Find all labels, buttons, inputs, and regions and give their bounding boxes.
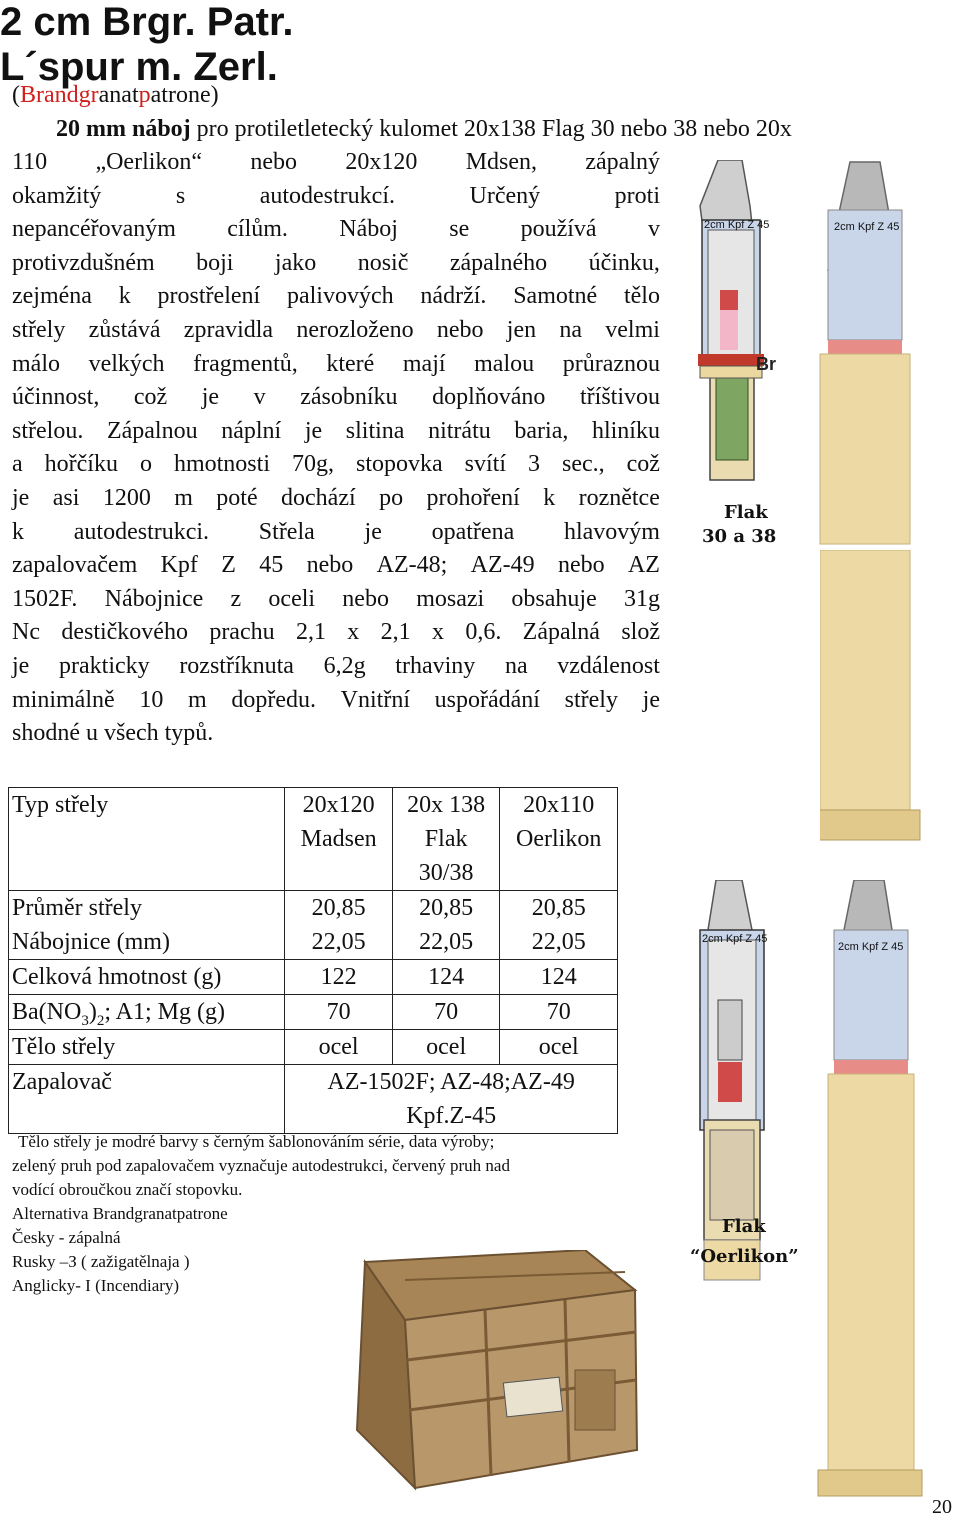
paragraph-word: nitrátu bbox=[428, 417, 491, 444]
bottom-stencil-right: 2cm Kpf Z 45 bbox=[838, 941, 904, 953]
note-line-4: Alternativa Brandgranatpatrone bbox=[12, 1204, 228, 1223]
paragraph-word: prohoření bbox=[426, 484, 520, 511]
paragraph-word: asi bbox=[52, 484, 80, 511]
paragraph-word: trhaviny bbox=[395, 652, 476, 679]
paragraph-word: cílům. bbox=[227, 216, 288, 243]
diameter-c2 bbox=[392, 891, 500, 960]
paragraph-word: 31g bbox=[623, 585, 660, 612]
header-c3-line2: Oerlikon bbox=[516, 826, 602, 852]
filler-c2: 70 bbox=[392, 995, 500, 1030]
paragraph-word: 3 bbox=[528, 451, 540, 478]
paragraph-word: 110 bbox=[12, 149, 48, 175]
note-line-1: Tělo střely je modré barvy s černým šablonováním série, data výroby; bbox=[18, 1132, 495, 1151]
mass-c2: 124 bbox=[392, 960, 500, 995]
diameter-label-2: Nábojnice (mm) bbox=[12, 929, 170, 955]
intro-bold: 20 mm náboj bbox=[56, 116, 191, 142]
paragraph-word: prostřelení bbox=[157, 283, 261, 310]
subtitle-part2-red: gr bbox=[78, 82, 99, 108]
top-section-projectile bbox=[698, 160, 776, 480]
paragraph-word: a bbox=[12, 451, 23, 478]
header-c1-line2: Madsen bbox=[300, 826, 377, 852]
intro-line bbox=[56, 112, 792, 146]
diameter-c1 bbox=[285, 891, 393, 960]
paragraph-word: 0,6. bbox=[465, 619, 502, 646]
spec-table bbox=[8, 787, 618, 1134]
fuze-value-2: Kpf.Z-45 bbox=[406, 1103, 497, 1129]
paragraph-word: střelou. bbox=[12, 417, 84, 444]
paragraph-word: slitina bbox=[345, 417, 405, 444]
top-stencil-left: 2cm Kpf Z 45 bbox=[704, 219, 770, 231]
paragraph-word: je bbox=[12, 484, 30, 511]
header-c2-line3: 30/38 bbox=[418, 860, 474, 886]
paragraph-word: doplňováno bbox=[432, 384, 546, 411]
table-row-fuze bbox=[9, 1065, 618, 1134]
paragraph-word: obsahuje bbox=[511, 585, 597, 612]
paragraph-word: Náboj bbox=[339, 216, 398, 243]
paragraph-line-words bbox=[12, 516, 660, 550]
top-caption-2: 30 a 38 bbox=[702, 526, 777, 547]
paragraph-word: malou bbox=[474, 350, 535, 377]
paragraph-line bbox=[12, 381, 660, 415]
paragraph-word: jako bbox=[274, 249, 317, 276]
subtitle-red-part1: Brand bbox=[20, 82, 79, 108]
paragraph-word: poté bbox=[216, 484, 258, 511]
note-line-7: Anglicky- I (Incendiary) bbox=[12, 1276, 180, 1295]
paragraph-word: fragmentů, bbox=[193, 350, 298, 377]
paragraph-word: Z bbox=[221, 552, 236, 579]
diameter-c1-shell: 20,85 bbox=[311, 895, 366, 921]
paragraph-word: x bbox=[347, 619, 360, 646]
filler-sub1: 3 bbox=[81, 1012, 89, 1029]
paragraph-word: se bbox=[449, 216, 470, 243]
paragraph-word: m bbox=[188, 686, 207, 713]
title-right: L´spur m. Zerl. bbox=[0, 45, 278, 89]
header-col-flak bbox=[392, 788, 500, 891]
paragraph-word: jen bbox=[506, 316, 537, 343]
filler-sub2: 2 bbox=[96, 1012, 105, 1029]
paragraph-line-words bbox=[12, 247, 660, 281]
paragraph-line bbox=[12, 415, 660, 449]
paragraph-word: tělo bbox=[623, 283, 660, 310]
diameter-c3-shell: 20,85 bbox=[531, 895, 586, 921]
paragraph-line-words bbox=[12, 213, 660, 247]
paragraph-word: zásobníku bbox=[300, 384, 398, 411]
filler-label-a: Ba(NO bbox=[12, 999, 82, 1025]
paragraph-word: Samotné bbox=[513, 283, 598, 310]
paragraph-word: hmotnosti bbox=[173, 451, 270, 478]
paragraph-word: minimálně bbox=[12, 686, 115, 713]
paragraph-line-words bbox=[12, 448, 660, 482]
paragraph-word: nádrží. bbox=[420, 283, 487, 310]
paragraph-word: palivových bbox=[286, 283, 394, 310]
paragraph-word: nerozloženo bbox=[296, 316, 414, 343]
paragraph-word: na bbox=[559, 316, 583, 343]
paragraph-word: AZ bbox=[627, 552, 660, 579]
paragraph-line: shodné u všech typů. bbox=[12, 720, 214, 747]
paragraph-word: nebo bbox=[342, 585, 389, 612]
paragraph-word: autodestrukci. bbox=[73, 518, 210, 545]
bottom-exterior-cartridge bbox=[818, 880, 922, 1496]
paragraph-word: 70g, bbox=[291, 451, 334, 478]
filler-c3: 70 bbox=[500, 995, 618, 1030]
fuze-value bbox=[285, 1065, 618, 1134]
note-line-2: zelený pruh pod zapalovačem vyznačuje autodestrukci, červený pruh nad bbox=[12, 1156, 510, 1175]
paragraph-word: Vnitřní bbox=[340, 686, 410, 713]
paragraph-word: Střela bbox=[258, 518, 315, 545]
paragraph-word: střely bbox=[12, 316, 66, 343]
paragraph-line-words bbox=[12, 314, 660, 348]
table-row-body bbox=[9, 1030, 618, 1065]
intro-rest: pro protiletletecký kulomet 20x138 Flag 30 nebo 38 nebo 20x bbox=[190, 116, 792, 142]
paragraph-word: uspořádání bbox=[434, 686, 540, 713]
paragraph-word: svítí bbox=[464, 451, 506, 478]
note-line-5: Česky - zápalná bbox=[12, 1228, 121, 1247]
paragraph-word: velmi bbox=[605, 316, 660, 343]
paragraph-word: proti bbox=[614, 182, 660, 209]
paragraph-word: s bbox=[175, 182, 186, 209]
body-c2: ocel bbox=[392, 1030, 500, 1065]
paragraph-word: 2,1 bbox=[295, 619, 326, 646]
paragraph-line bbox=[12, 583, 660, 617]
paragraph-word: z bbox=[230, 585, 242, 612]
paragraph-word: oceli bbox=[268, 585, 316, 612]
paragraph-word: roznětce bbox=[578, 484, 660, 511]
paragraph-word: AZ-49 bbox=[470, 552, 535, 579]
paragraph-word: hořčíku bbox=[44, 451, 118, 478]
paragraph-word: je bbox=[642, 686, 660, 713]
body-c1: ocel bbox=[285, 1030, 393, 1065]
top-stencil-right: 2cm Kpf Z 45 bbox=[834, 221, 900, 233]
top-casing-lower bbox=[820, 550, 940, 850]
note-line-3: vodící obroučkou značí stopovku. bbox=[12, 1180, 243, 1199]
paragraph-word: což bbox=[133, 384, 168, 411]
mass-label: Celková hmotnost (g) bbox=[9, 960, 285, 995]
paragraph-word: Zápalná bbox=[522, 619, 600, 646]
paragraph-word: Nc bbox=[12, 619, 40, 646]
paragraph-word: 45 bbox=[259, 552, 284, 579]
paragraph-word: náplní bbox=[221, 417, 282, 444]
paragraph-word: 1200 bbox=[102, 484, 151, 511]
paragraph-line bbox=[12, 280, 660, 314]
paragraph-word: protivzdušném bbox=[12, 249, 155, 276]
subtitle-paren-close: ) bbox=[210, 82, 219, 108]
paragraph-word: je bbox=[201, 384, 220, 411]
paragraph-line bbox=[12, 180, 660, 214]
paragraph-line bbox=[12, 482, 660, 516]
paragraph-line-words bbox=[12, 549, 660, 583]
paragraph-line bbox=[12, 549, 660, 583]
ammo-crate-photo bbox=[345, 1250, 645, 1495]
subtitle-part4-red: p bbox=[138, 82, 151, 108]
paragraph-word: tříštivou bbox=[579, 384, 660, 411]
paragraph-word: AZ-48; bbox=[376, 552, 448, 579]
paragraph-word: zůstává bbox=[88, 316, 161, 343]
paragraph-word: k bbox=[118, 283, 131, 310]
body-label: Tělo střely bbox=[9, 1030, 285, 1065]
paragraph-word: na bbox=[504, 652, 528, 679]
paragraph-word: zpravidla bbox=[183, 316, 274, 343]
paragraph-word: prachu bbox=[209, 619, 275, 646]
paragraph-word: baria, bbox=[514, 417, 569, 444]
top-exterior-cartridge bbox=[820, 162, 910, 544]
paragraph-word: „Oerlikon“ bbox=[95, 149, 203, 175]
paragraph-line bbox=[12, 247, 660, 281]
paragraph-word: Kpf bbox=[160, 552, 198, 579]
top-section-mark: Br bbox=[756, 354, 777, 374]
paragraph-word: k bbox=[12, 518, 24, 545]
subtitle-part3: anat bbox=[98, 82, 139, 108]
paragraph-line-words bbox=[12, 180, 660, 214]
header-c1-line1: 20x120 bbox=[302, 792, 375, 818]
paragraph-word: je bbox=[304, 417, 323, 444]
paragraph-word: dopředu. bbox=[231, 686, 316, 713]
subtitle bbox=[12, 78, 219, 112]
paragraph-line-words bbox=[12, 482, 660, 516]
paragraph-line bbox=[12, 516, 660, 550]
paragraph-word: dochází bbox=[281, 484, 356, 511]
paragraph-word: zejména bbox=[12, 283, 92, 310]
paragraph-line bbox=[12, 146, 660, 180]
paragraph-line bbox=[12, 616, 660, 650]
title-left: 2 cm Brgr. Patr. bbox=[0, 0, 294, 44]
paragraph-word: účinnost, bbox=[12, 384, 100, 411]
diameter-label bbox=[9, 891, 285, 960]
paragraph-word: k bbox=[543, 484, 556, 511]
paragraph-word: nepancéřovaným bbox=[12, 216, 176, 243]
paragraph-word: používá bbox=[520, 216, 597, 243]
table-row-filler bbox=[9, 995, 618, 1030]
paragraph-word: zapalovačem bbox=[12, 552, 138, 579]
bottom-cartridge-figure bbox=[678, 880, 960, 1500]
paragraph-line bbox=[12, 684, 660, 718]
paragraph-word: okamžitý bbox=[12, 182, 102, 209]
paragraph-word: Zápalnou bbox=[106, 417, 198, 444]
paragraph-word: 20x120 bbox=[345, 149, 418, 175]
paragraph-word: nebo bbox=[250, 149, 298, 175]
paragraph-word: střely bbox=[564, 686, 618, 713]
paragraph-word: rozstříknuta bbox=[179, 652, 294, 679]
paragraph-word: boji bbox=[196, 249, 234, 276]
bottom-caption-2: “Oerlikon” bbox=[690, 1246, 799, 1267]
subtitle-paren-open: ( bbox=[12, 82, 20, 108]
paragraph-word: po bbox=[379, 484, 404, 511]
table-row-header bbox=[9, 788, 618, 891]
paragraph-line-words bbox=[12, 280, 660, 314]
paragraph-line-words bbox=[12, 381, 660, 415]
paragraph-word: 2,1 bbox=[380, 619, 411, 646]
diameter-c3 bbox=[500, 891, 618, 960]
paragraph-word: autodestrukcí. bbox=[259, 182, 395, 209]
paragraph-line bbox=[12, 448, 660, 482]
body-c3: ocel bbox=[500, 1030, 618, 1065]
filler-c1: 70 bbox=[285, 995, 393, 1030]
paragraph-word: zápalného bbox=[449, 249, 548, 276]
paragraph-word: nebo bbox=[557, 552, 605, 579]
paragraph-word: málo bbox=[12, 350, 60, 377]
paragraph-line-words bbox=[12, 684, 660, 718]
paragraph-word: je bbox=[12, 652, 30, 679]
paragraph-word: průraznou bbox=[562, 350, 660, 377]
diameter-c3-case: 22,05 bbox=[531, 929, 586, 955]
mass-c1: 122 bbox=[285, 960, 393, 995]
header-col-madsen bbox=[285, 788, 393, 891]
fuze-label: Zapalovač bbox=[9, 1065, 285, 1134]
diameter-label-1: Průměr střely bbox=[12, 895, 142, 921]
paragraph-word: x bbox=[431, 619, 444, 646]
paragraph-word: mají bbox=[402, 350, 446, 377]
paragraph-word: destičkového bbox=[61, 619, 188, 646]
bottom-stencil-left: 2cm Kpf Z 45 bbox=[702, 933, 768, 945]
paragraph-word: slož bbox=[621, 619, 660, 646]
header-c3-line1: 20x110 bbox=[523, 792, 595, 818]
filler-label bbox=[9, 995, 285, 1030]
paragraph-line bbox=[12, 314, 660, 348]
paragraph-word: sec., bbox=[562, 451, 605, 478]
diameter-c2-case: 22,05 bbox=[419, 929, 474, 955]
filler-label-c: ; A1; Mg (g) bbox=[104, 999, 225, 1025]
paragraph-line-words bbox=[12, 415, 660, 449]
paragraph-word: nebo bbox=[306, 552, 354, 579]
paragraph-line-words bbox=[12, 146, 660, 180]
header-label: Typ střely bbox=[9, 788, 285, 891]
paragraph-word: je bbox=[364, 518, 382, 545]
paragraph-word: stopovka bbox=[355, 451, 443, 478]
paragraph-word: které bbox=[326, 350, 375, 377]
paragraph-word: opatřena bbox=[431, 518, 515, 545]
paragraph-word: v bbox=[647, 216, 660, 243]
paragraph-word: nosič bbox=[357, 249, 409, 276]
paragraph-line-words bbox=[12, 650, 660, 684]
paragraph-word: což bbox=[626, 451, 660, 478]
paragraph-word: velkých bbox=[88, 350, 165, 377]
subtitle-part5: atrone bbox=[150, 82, 211, 108]
page-number: 20 bbox=[932, 1496, 952, 1518]
paragraph-word: zápalný bbox=[585, 149, 660, 175]
header-col-oerlikon bbox=[500, 788, 618, 891]
top-caption-1: Flak bbox=[724, 502, 768, 523]
paragraph-word: vzdálenost bbox=[557, 652, 660, 679]
paragraph-word: Mdsen, bbox=[465, 149, 538, 175]
paragraph-word: 1502F. bbox=[12, 585, 78, 612]
paragraph-line bbox=[12, 348, 660, 382]
filler-label-b: ) bbox=[88, 999, 97, 1025]
bottom-caption-1: Flak bbox=[722, 1216, 766, 1237]
header-c2-line1: 20x 138 bbox=[407, 792, 486, 818]
paragraph-word: nebo bbox=[436, 316, 484, 343]
paragraph-word: Určený bbox=[469, 182, 541, 209]
paragraph-word: mosazi bbox=[416, 585, 485, 612]
paragraph-word: prakticky bbox=[59, 652, 150, 679]
paragraph-word: hliníku bbox=[591, 417, 660, 444]
header-c2-line2: Flak bbox=[424, 826, 468, 852]
paragraph-line bbox=[12, 213, 660, 247]
table-row-mass bbox=[9, 960, 618, 995]
body-paragraph bbox=[12, 146, 660, 751]
diameter-c2-shell: 20,85 bbox=[419, 895, 474, 921]
table-row-diameter bbox=[9, 891, 618, 960]
top-cartridge-figure bbox=[690, 160, 960, 550]
paragraph-word: v bbox=[253, 384, 266, 411]
diameter-c1-case: 22,05 bbox=[311, 929, 366, 955]
paragraph-word: 6,2g bbox=[323, 652, 366, 679]
paragraph-word: účinku, bbox=[588, 249, 660, 276]
mass-c3: 124 bbox=[500, 960, 618, 995]
paragraph-word: 10 bbox=[139, 686, 164, 713]
paragraph-line-words bbox=[12, 583, 660, 617]
paragraph-word: hlavovým bbox=[563, 518, 660, 545]
paragraph-word: Nábojnice bbox=[104, 585, 204, 612]
paragraph-line-words bbox=[12, 616, 660, 650]
paragraph-word: o bbox=[139, 451, 152, 478]
paragraph-line bbox=[12, 650, 660, 684]
paragraph-word: m bbox=[174, 484, 193, 511]
fuze-value-1: AZ-1502F; AZ-48;AZ-49 bbox=[327, 1069, 575, 1095]
note-line-6: Rusky –З ( zažigatělnaja ) bbox=[12, 1252, 190, 1271]
paragraph-line-words bbox=[12, 348, 660, 382]
